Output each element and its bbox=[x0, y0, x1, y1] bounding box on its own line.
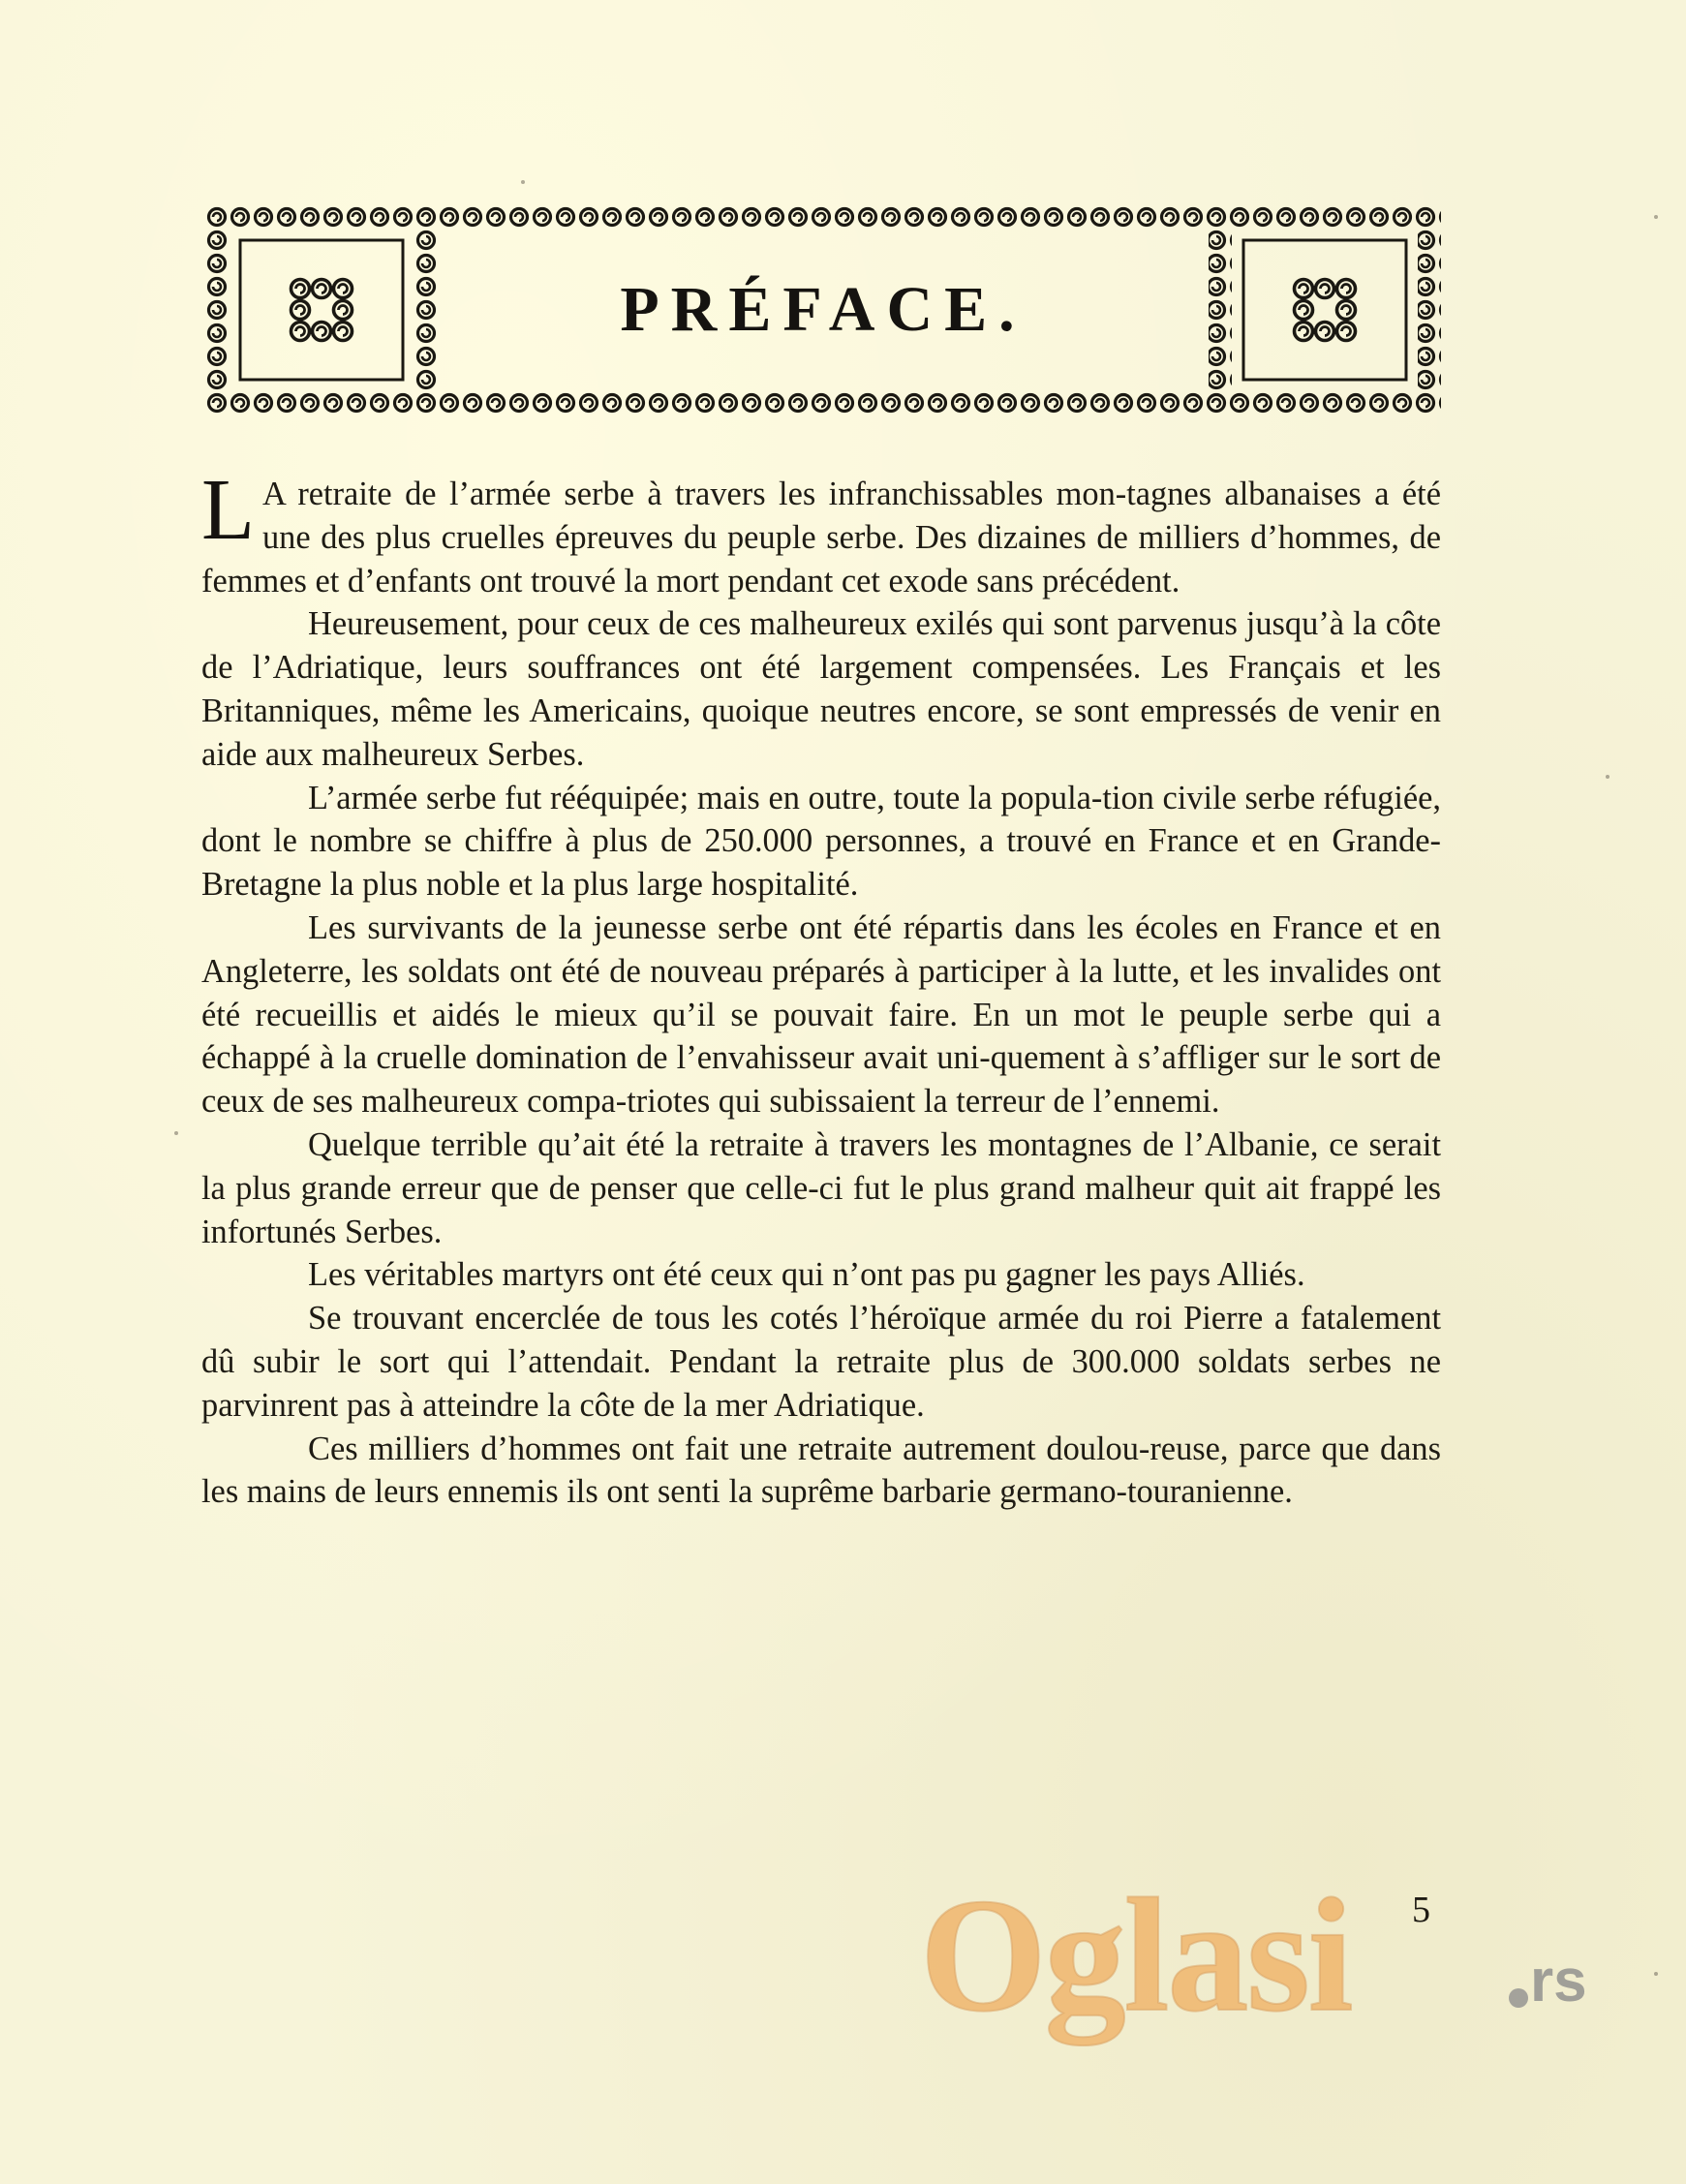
page-number: 5 bbox=[1412, 1890, 1430, 1930]
paper-speck bbox=[521, 180, 525, 184]
paragraph: Ces milliers d’hommes ont fait une retraite autrement doulou‐reuse, parce que dans les mains de leurs ennemis ils ont senti la suprême barbarie germano‐touranienne. bbox=[201, 1430, 1441, 1511]
paragraph: Les survivants de la jeunesse serbe ont été répartis dans les écoles en France et en Angleterre, les soldats ont été de nouveau préparés à participer à la lutte, et les invalides ont été recueillis et aidés le mieux qu’il se pouvait faire. En un mot le peuple serbe qui a échappé à la cruelle domination de l’envahisseur avait uni‐quement à s’affliger sur le sort de ceux de ses malheureux compa‐triotes qui subissaient la terreur de l’ennemi. bbox=[201, 908, 1441, 1121]
page-title: PRÉFACE. bbox=[620, 274, 1027, 345]
paragraph: Heureusement, pour ceux de ces malheureux exilés qui sont parvenus jusqu’à la côte de l’Adriatique, leurs souffrances ont été largement compensées. Les Français et les Britanniques, même les Americains, quoique neutres encore, se sont empressés de venir en aide aux malheureux Serbes. bbox=[201, 605, 1441, 773]
paragraph bbox=[201, 462, 1441, 602]
header-ornament-frame bbox=[205, 205, 1441, 415]
paragraph: L’armée serbe fut rééquipée; mais en outre, toute la popula‐tion civile serbe réfugiée, dont le nombre se chiffre à plus de 250.000 personnes, a trouvé en France et en Grande‐Bretagne la plus noble et la plus large hospitalité. bbox=[201, 779, 1441, 904]
paper-speck bbox=[1654, 215, 1658, 219]
preface-body bbox=[201, 462, 1441, 1514]
paragraph-text: A retraite de l’armée serbe à travers les infranchissables mon‐tagnes albanaises a été une des plus cruelles épreuves du peuple serbe. Des dizaines de milliers d’hommes, de femmes et d’enfants ont trouvé la mort pendant cet exode sans précédent. bbox=[201, 476, 1441, 600]
paragraph: Quelque terrible qu’ait été la retraite à travers les montagnes de l’Albanie, ce serait la plus grande erreur que de penser que celle‐ci fut le plus grand malheur quit ait frappé les infortunés Serbes. bbox=[201, 1125, 1441, 1250]
watermark-dot bbox=[1509, 1988, 1528, 2008]
watermark-text: Oglasi bbox=[920, 1865, 1352, 2046]
watermark-suffix: rs bbox=[1530, 1948, 1587, 2015]
paper-speck bbox=[1606, 775, 1609, 779]
paper-speck bbox=[1654, 1972, 1658, 1976]
watermark-logo bbox=[920, 1865, 1617, 2068]
paragraph: Se trouvant encerclée de tous les cotés l’héroïque armée du roi Pierre a fatalement dû subir le sort qui l’attendait. Pendant la retraite plus de 300.000 soldats serbes ne parvinrent pas à atteindre la côte de la mer Adriatique. bbox=[201, 1300, 1441, 1424]
drop-cap: L bbox=[201, 462, 255, 558]
paper-speck bbox=[174, 1131, 178, 1135]
paragraph: Les véritables martyrs ont été ceux qui n’ont pas pu gagner les pays Alliés. bbox=[308, 1256, 1305, 1294]
